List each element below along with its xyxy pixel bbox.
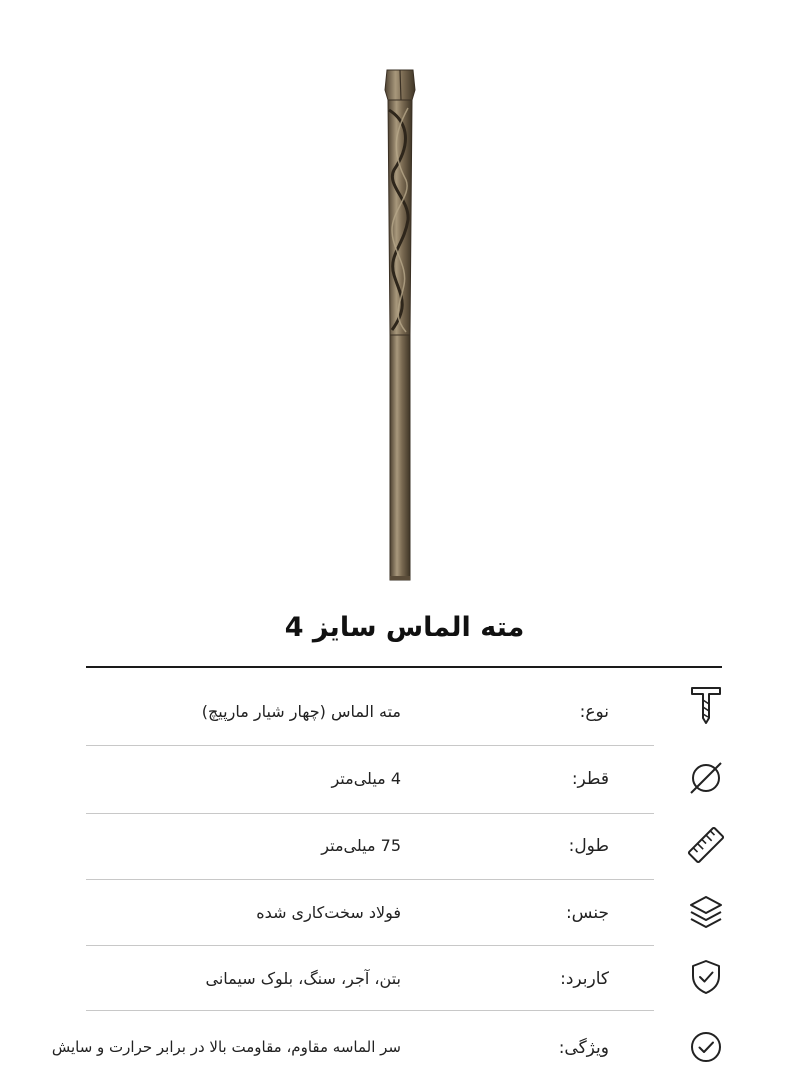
spec-value-length: 75 میلی‌متر <box>321 836 401 855</box>
ruler-icon <box>686 825 726 865</box>
row-divider <box>86 1010 654 1011</box>
spec-label-material: جنس: <box>565 903 609 923</box>
row-divider <box>86 745 654 746</box>
spec-value-diameter: 4 میلی‌متر <box>331 769 401 788</box>
row-divider <box>86 945 654 946</box>
product-title: مته الماس سایز 4 <box>284 612 525 643</box>
spec-value-application: بتن، آجر، سنگ، بلوک سیمانی <box>205 969 401 988</box>
spec-label-feature: ویژگی: <box>558 1038 609 1058</box>
drill-bit-icon <box>686 685 726 725</box>
spec-value-type: مته الماس (چهار شیار مارپیچ) <box>201 702 401 721</box>
spec-value-material: فولاد سخت‌کاری شده <box>256 903 401 922</box>
title-divider <box>86 666 722 668</box>
spec-label-type: نوع: <box>579 702 609 722</box>
drill-bit-image <box>370 60 430 590</box>
diameter-icon <box>686 758 726 798</box>
layers-icon <box>686 892 726 932</box>
spec-label-diameter: قطر: <box>571 769 609 789</box>
shield-check-icon <box>686 957 726 997</box>
row-divider <box>86 879 654 880</box>
row-divider <box>86 813 654 814</box>
spec-label-length: طول: <box>568 836 609 856</box>
spec-label-application: کاربرد: <box>560 969 609 989</box>
spec-value-feature: سر الماسه مقاوم، مقاومت بالا در برابر حرارت و سایش <box>51 1038 401 1056</box>
check-circle-icon <box>686 1027 726 1067</box>
